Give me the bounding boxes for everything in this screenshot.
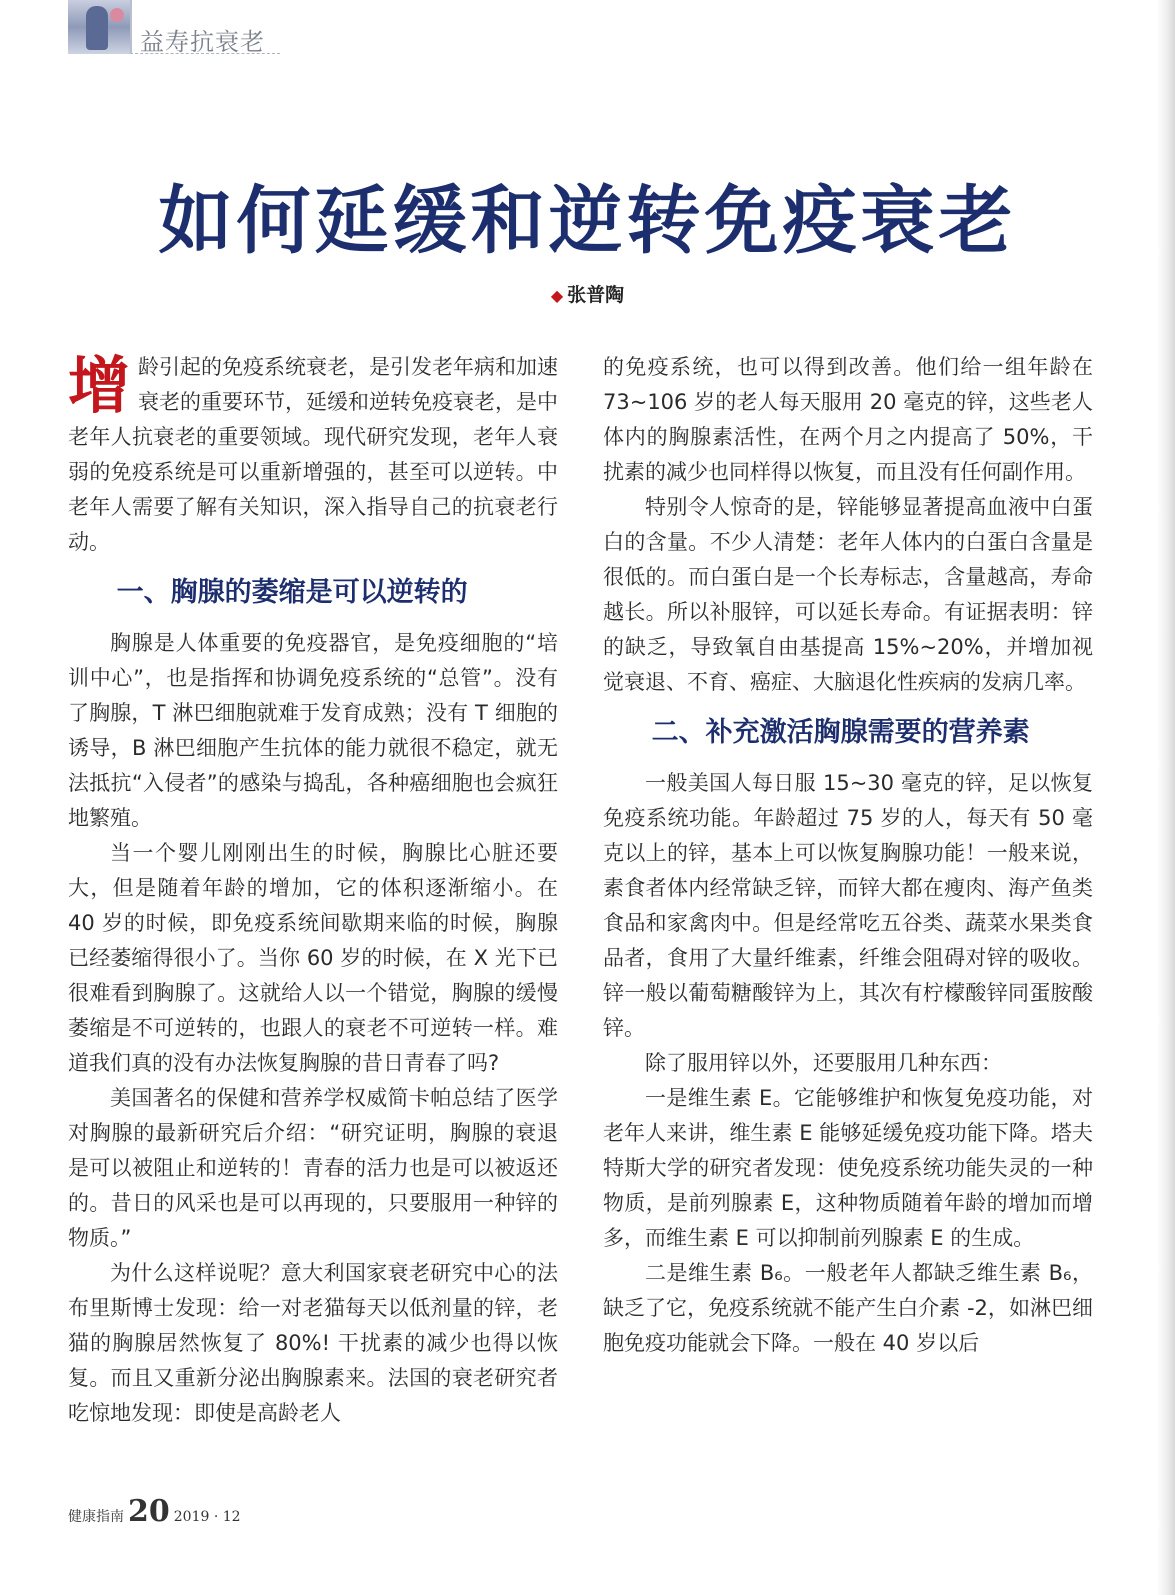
paragraph: 二是维生素 B₆。一般老年人都缺乏维生素 B₆，缺乏了它，免疫系统就不能产生白介素 -2，如淋巴细胞免疫功能就会下降。一般在 40 岁以后 [603, 1261, 1093, 1355]
paragraph: 一般美国人每日服 15~30 毫克的锌，足以恢复免疫系统功能。年龄超过 75 岁的人，每天有 50 毫克以上的锌，基本上可以恢复胸腺功能！一般来说，素食者体内经常缺乏锌，而锌大都在瘦肉、海产鱼类食品和家禽肉中。但是经常吃五谷类、蔬菜水果类食品者，食用了大量纤维素，纤维会阻碍对锌的吸收。锌一般以葡萄糖酸锌为上，其次有柠檬酸锌同蛋胺酸锌。 [603, 771, 1093, 1040]
issue-date: 2019 · 12 [173, 1509, 241, 1525]
page-number: 20 [128, 1494, 170, 1529]
diamond-icon: ◆ [550, 286, 564, 305]
magazine-name: 健康指南 [68, 1509, 124, 1525]
article-title: 如何延缓和逆转免疫衰老 [158, 178, 1017, 264]
left-column [68, 350, 558, 1431]
right-column [603, 350, 1093, 1361]
section-tag: 益寿抗衰老 [140, 28, 265, 56]
author-name: 张普陶 [567, 284, 625, 306]
page-footer [68, 1494, 241, 1529]
paragraph: 当一个婴儿刚刚出生的时候，胸腺比心脏还要大，但是随着年龄的增加，它的体积逐渐缩小。在 40 岁的时候，即免疫系统间歇期来临的时候，胸腺已经萎缩得很小了。当你 60 岁的时候，在 X 光下已很难看到胸腺了。这就给人以一个错觉，胸腺的缓慢萎缩是不可逆转的，也跟人的衰老不可逆转一样。难道我们真的没有办法恢复胸腺的昔日青春了吗? [68, 841, 558, 1075]
paragraph: 为什么这样说呢？意大利国家衰老研究中心的法布里斯博士发现：给一对老猫每天以低剂量的锌，老猫的胸腺居然恢复了 80%! 干扰素的减少也得以恢复。而且又重新分泌出胸腺素来。法国的衰老研究者吃惊地发现：即使是高龄老人 [68, 1261, 558, 1425]
paragraph: 除了服用锌以外，还要服用几种东西： [645, 1051, 1002, 1075]
author-byline [0, 280, 1175, 307]
paragraph: 一是维生素 E。它能够维护和恢复免疫功能，对老年人来讲，维生素 E 能够延缓免疫功能下降。塔夫特斯大学的研究者发现：使免疫系统功能失灵的一种物质，是前列腺素 E，这种物质随着年龄的增加而增多，而维生素 E 可以抑制前列腺素 E 的生成。 [603, 1086, 1093, 1250]
paragraph: 胸腺是人体重要的免疫器官，是免疫细胞的“培训中心”，也是指挥和协调免疫系统的“总管”。没有了胸腺，T 淋巴细胞就难于发育成熟；没有 T 细胞的诱导，B 淋巴细胞产生抗体的能力就很不稳定，就无法抵抗“入侵者”的感染与捣乱，各种癌细胞也会疯狂地繁殖。 [68, 631, 558, 830]
section-heading-1: 一、胸腺的萎缩是可以逆转的 [116, 577, 468, 608]
paragraph: 的免疫系统，也可以得到改善。他们给一组年龄在 73~106 岁的老人每天服用 20 毫克的锌，这些老人体内的胸腺素活性，在两个月之内提高了 50%，干扰素的减少也同样得以恢复，而且没有任何副作用。 [603, 355, 1093, 484]
flower-icon [110, 8, 124, 22]
dropcap: 增 [68, 349, 131, 422]
header-divider [130, 53, 280, 54]
intro-text: 龄引起的免疫系统衰老，是引发老年病和加速衰老的重要环节，延缓和逆转免疫衰老，是中老年人抗衰老的重要领域。现代研究发现，老年人衰弱的免疫系统是可以重新增强的，甚至可以逆转。中老年人需要了解有关知识，深入指导自己的抗衰老行动。 [68, 355, 559, 554]
paragraph: 特别令人惊奇的是，锌能够显著提高血液中白蛋白的含量。不少人清楚：老年人体内的白蛋白含量是很低的。而白蛋白是一个长寿标志，含量越高，寿命越长。所以补服锌，可以延长寿命。有证据表明：锌的缺乏，导致氧自由基提高 15%~20%，并增加视觉衰退、不育、癌症、大脑退化性疾病的发病几率。 [603, 495, 1093, 694]
section-heading-2: 二、补充激活胸腺需要的营养素 [651, 717, 1030, 748]
scan-edge [1157, 0, 1175, 1595]
header-illustration [68, 0, 132, 54]
paragraph: 美国著名的保健和营养学权威简卡帕总结了医学对胸腺的最新研究后介绍：“研究证明，胸腺的衰退是可以被阻止和逆转的！青春的活力也是可以被返还的。昔日的风采也是可以再现的，只要服用一种锌的物质。” [68, 1086, 558, 1250]
figure-icon [86, 6, 108, 50]
intro-paragraph [68, 350, 558, 560]
